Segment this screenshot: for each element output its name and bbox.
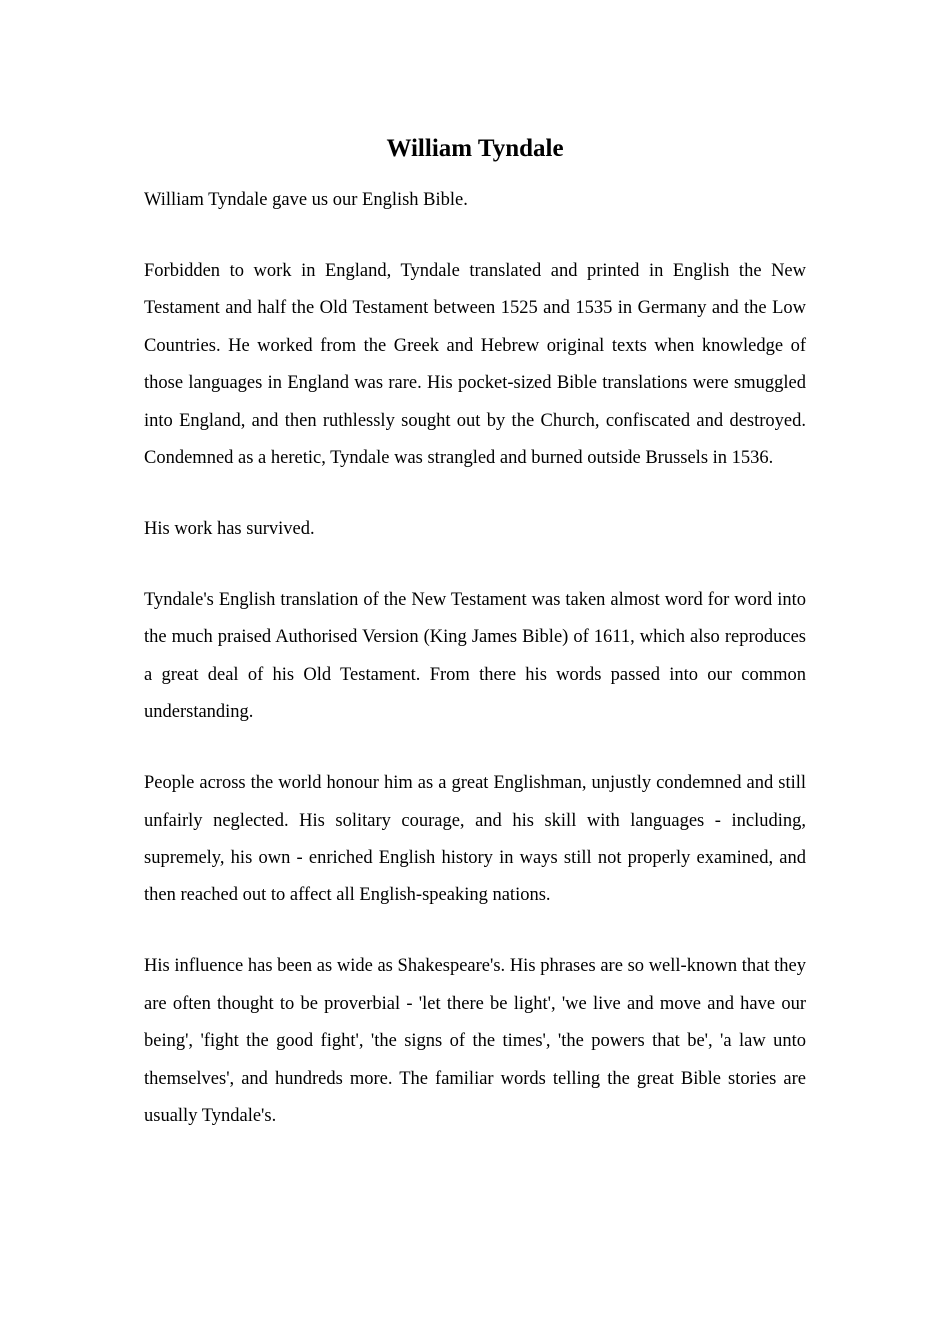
- paragraph-spacer: [144, 477, 806, 511]
- paragraph-spacer: [144, 732, 806, 766]
- paragraph-intro: William Tyndale gave us our English Bible.: [144, 190, 468, 210]
- paragraph-influence: His influence has been as wide as Shakespeare's. His phrases are so well-known that they are often thought to be proverbial - 'let there be light', 'we live and move and have our being', 'fight the good fight', 'the signs of the times', 'the powers that be', 'a law unto themselves', and hundreds more. The familiar words telling the great Bible stories are usually Tyndale's.: [144, 956, 806, 1127]
- document-body: [144, 182, 806, 1136]
- document-title: William Tyndale: [386, 135, 564, 162]
- paragraph-honour: People across the world honour him as a great Englishman, unjustly condemned and still unfairly neglected. His solitary courage, and his skill with languages - including, supremely, his own - enriched English history in ways still not properly examined, and then reached out to affect all English-speaking nations.: [144, 773, 806, 906]
- paragraph-translation: Tyndale's English translation of the New Testament was taken almost word for word into the much praised Authorised Version (King James Bible) of 1611, which also reproduces a great deal of his Old Testament. From there his words passed into our common understanding.: [144, 590, 806, 723]
- paragraph-survived: His work has survived.: [144, 519, 315, 540]
- paragraph-forbidden: Forbidden to work in England, Tyndale translated and printed in English the New Testament and half the Old Testament between 1525 and 1535 in Germany and the Low Countries. He worked from the Greek and Hebrew original texts when knowledge of those languages in England was rare. His pocket-sized Bible translations were smuggled into England, and then ruthlessly sought out by the Church, confiscated and destroyed. Condemned as a heretic, Tyndale was strangled and burned outside Brussels in 1536.: [144, 261, 806, 469]
- paragraph-spacer: [144, 548, 806, 582]
- paragraph-spacer: [144, 219, 806, 253]
- paragraph-spacer: [144, 915, 806, 949]
